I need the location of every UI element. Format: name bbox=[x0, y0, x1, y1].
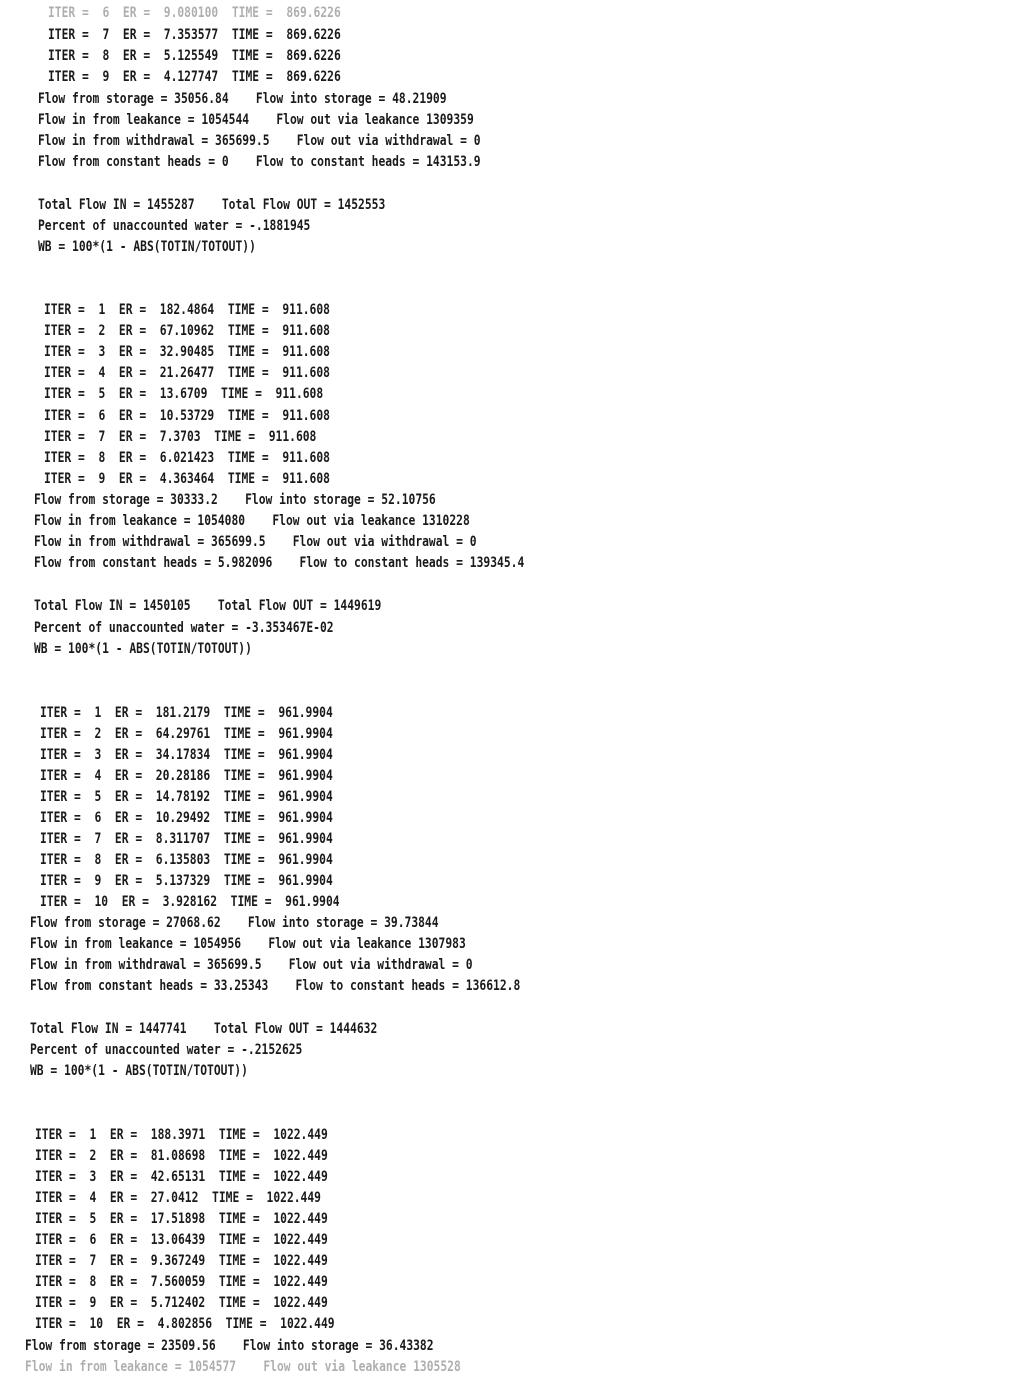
flow-line: Flow from constant heads = 33.25343 Flow to constant heads = 136612.8 bbox=[30, 978, 521, 994]
water-balance-formula: WB = 100*(1 - ABS(TOTIN/TOTOUT)) bbox=[34, 641, 252, 657]
total-flow-line: Total Flow IN = 1455287 Total Flow OUT = 1452553 bbox=[38, 197, 386, 213]
iteration-line: ITER = 5 ER = 17.51898 TIME = 1022.449 bbox=[35, 1211, 328, 1227]
iteration-line: ITER = 1 ER = 182.4864 TIME = 911.608 bbox=[44, 302, 330, 318]
unaccounted-water-line: Percent of unaccounted water = -.2152625 bbox=[30, 1042, 303, 1058]
iteration-line: ITER = 2 ER = 64.29761 TIME = 961.9904 bbox=[40, 726, 333, 742]
iteration-line: ITER = 1 ER = 181.2179 TIME = 961.9904 bbox=[40, 705, 333, 721]
iteration-line: ITER = 5 ER = 13.6709 TIME = 911.608 bbox=[44, 386, 324, 402]
iteration-line: ITER = 10 ER = 4.802856 TIME = 1022.449 bbox=[35, 1316, 335, 1332]
unaccounted-water-line: Percent of unaccounted water = -.1881945 bbox=[38, 218, 311, 234]
flow-line: Flow from storage = 23509.56 Flow into storage = 36.43382 bbox=[25, 1338, 434, 1354]
iteration-line: ITER = 8 ER = 5.125549 TIME = 869.6226 bbox=[48, 48, 341, 64]
iteration-line: ITER = 1 ER = 188.3971 TIME = 1022.449 bbox=[35, 1127, 328, 1143]
flow-line: Flow in from leakance = 1054080 Flow out via leakance 1310228 bbox=[34, 513, 470, 529]
total-flow-line: Total Flow IN = 1450105 Total Flow OUT = 1449619 bbox=[34, 598, 382, 614]
iteration-line: ITER = 3 ER = 42.65131 TIME = 1022.449 bbox=[35, 1169, 328, 1185]
iteration-line: ITER = 6 ER = 13.06439 TIME = 1022.449 bbox=[35, 1232, 328, 1248]
flow-line: Flow from storage = 35056.84 Flow into storage = 48.21909 bbox=[38, 91, 447, 107]
water-balance-formula: WB = 100*(1 - ABS(TOTIN/TOTOUT)) bbox=[38, 239, 256, 255]
iteration-line: ITER = 7 ER = 9.367249 TIME = 1022.449 bbox=[35, 1253, 328, 1269]
iteration-line: ITER = 7 ER = 7.3703 TIME = 911.608 bbox=[44, 429, 317, 445]
flow-line: Flow in from withdrawal = 365699.5 Flow out via withdrawal = 0 bbox=[30, 957, 473, 973]
iteration-line: ITER = 9 ER = 5.712402 TIME = 1022.449 bbox=[35, 1295, 328, 1311]
iteration-line: ITER = 8 ER = 7.560059 TIME = 1022.449 bbox=[35, 1274, 328, 1290]
iteration-line: ITER = 2 ER = 81.08698 TIME = 1022.449 bbox=[35, 1148, 328, 1164]
iteration-line: ITER = 8 ER = 6.135803 TIME = 961.9904 bbox=[40, 852, 333, 868]
flow-line: Flow in from withdrawal = 365699.5 Flow out via withdrawal = 0 bbox=[34, 534, 477, 550]
iteration-line: ITER = 6 ER = 10.53729 TIME = 911.608 bbox=[44, 408, 330, 424]
iteration-line: ITER = 4 ER = 27.0412 TIME = 1022.449 bbox=[35, 1190, 321, 1206]
flow-line-partial: Flow in from leakance = 1054577 Flow out via leakance 1305528 bbox=[25, 1359, 461, 1375]
iteration-line: ITER = 9 ER = 4.363464 TIME = 911.608 bbox=[44, 471, 330, 487]
iteration-line: ITER = 7 ER = 7.353577 TIME = 869.6226 bbox=[48, 27, 341, 43]
iteration-line: ITER = 8 ER = 6.021423 TIME = 911.608 bbox=[44, 450, 330, 466]
iteration-line: ITER = 10 ER = 3.928162 TIME = 961.9904 bbox=[40, 894, 340, 910]
water-balance-formula: WB = 100*(1 - ABS(TOTIN/TOTOUT)) bbox=[30, 1063, 248, 1079]
iteration-line: ITER = 4 ER = 20.28186 TIME = 961.9904 bbox=[40, 768, 333, 784]
flow-line: Flow in from withdrawal = 365699.5 Flow out via withdrawal = 0 bbox=[38, 133, 481, 149]
flow-line: Flow in from leakance = 1054956 Flow out via leakance 1307983 bbox=[30, 936, 466, 952]
iteration-line: ITER = 3 ER = 34.17834 TIME = 961.9904 bbox=[40, 747, 333, 763]
iteration-line: ITER = 7 ER = 8.311707 TIME = 961.9904 bbox=[40, 831, 333, 847]
flow-line: Flow from constant heads = 5.982096 Flow to constant heads = 139345.4 bbox=[34, 555, 525, 571]
iteration-line-partial: ITER = 6 ER = 9.080100 TIME = 869.6226 bbox=[48, 5, 341, 21]
iteration-line: ITER = 3 ER = 32.90485 TIME = 911.608 bbox=[44, 344, 330, 360]
flow-line: Flow from constant heads = 0 Flow to constant heads = 143153.9 bbox=[38, 154, 481, 170]
iteration-line: ITER = 5 ER = 14.78192 TIME = 961.9904 bbox=[40, 789, 333, 805]
flow-line: Flow from storage = 30333.2 Flow into storage = 52.10756 bbox=[34, 492, 436, 508]
iteration-line: ITER = 9 ER = 4.127747 TIME = 869.6226 bbox=[48, 69, 341, 85]
flow-line: Flow from storage = 27068.62 Flow into storage = 39.73844 bbox=[30, 915, 439, 931]
iteration-line: ITER = 9 ER = 5.137329 TIME = 961.9904 bbox=[40, 873, 333, 889]
iteration-line: ITER = 2 ER = 67.10962 TIME = 911.608 bbox=[44, 323, 330, 339]
iteration-line: ITER = 6 ER = 10.29492 TIME = 961.9904 bbox=[40, 810, 333, 826]
total-flow-line: Total Flow IN = 1447741 Total Flow OUT = 1444632 bbox=[30, 1021, 378, 1037]
unaccounted-water-line: Percent of unaccounted water = -3.353467E-02 bbox=[34, 620, 334, 636]
flow-line: Flow in from leakance = 1054544 Flow out via leakance 1309359 bbox=[38, 112, 474, 128]
iteration-line: ITER = 4 ER = 21.26477 TIME = 911.608 bbox=[44, 365, 330, 381]
